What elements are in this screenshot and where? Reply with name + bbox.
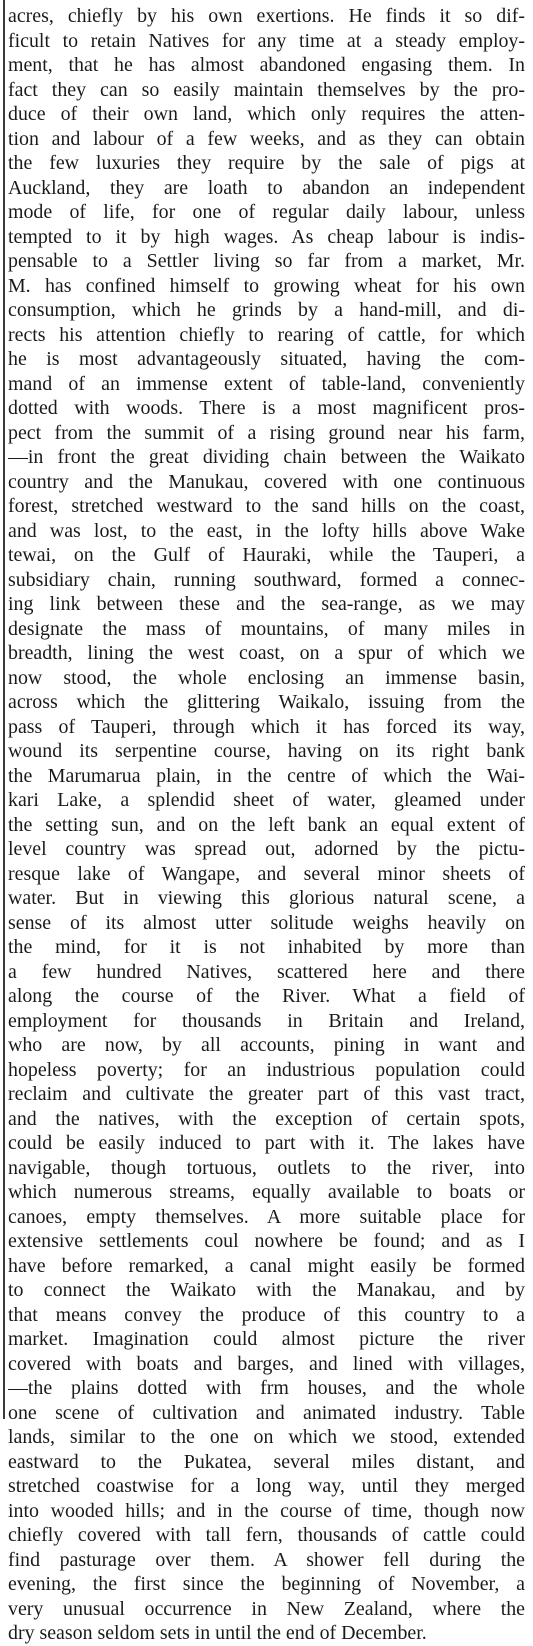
text-line: the Marumarua plain, in the centre of which the Wai- <box>8 764 525 787</box>
text-line: resque lake of Wangape, and several minor sheets of <box>8 862 525 885</box>
text-line: Auckland, they are loath to abandon an independent <box>8 176 525 199</box>
text-line: M. has confined himself to growing wheat for his own <box>8 274 525 297</box>
text-line: fact they can so easily maintain themselves by the pro- <box>8 78 525 101</box>
text-line: hopeless poverty; for an industrious population could <box>8 1058 525 1081</box>
text-line: along the course of the River. What a field of <box>8 985 525 1007</box>
article-body <box>8 4 525 1646</box>
text-line: find pasturage over them. A shower fell during the <box>8 1548 525 1571</box>
text-line: designate the mass of mountains, of many miles in <box>8 617 525 640</box>
text-line: and was lost, to the east, in the lofty hills above Wake <box>8 519 525 542</box>
text-line: the setting sun, and on the left bank an equal extent of <box>8 813 525 836</box>
text-line: navigable, though tortuous, outlets to the river, into <box>8 1156 525 1179</box>
text-line: dry season seldom sets in until the end of December. <box>8 1622 427 1644</box>
text-line: tewai, on the Gulf of Hauraki, while the Tauperi, a <box>8 544 525 566</box>
text-line: kari Lake, a splendid sheet of water, gleamed under <box>8 789 525 811</box>
text-line: —the plains dotted with frm houses, and the whole <box>8 1377 525 1399</box>
text-line: rects his attention chiefly to rearing of cattle, for which <box>8 323 525 346</box>
text-line: chiefly covered with tall fern, thousands of cattle could <box>8 1524 525 1546</box>
text-line: pensable to a Settler living so far from a market, Mr. <box>8 250 525 272</box>
text-line: country and the Manukau, covered with one continuous <box>8 470 525 493</box>
text-line: ment, that he has almost abandoned engasing them. In <box>8 54 525 76</box>
text-line: stretched coastwise for a long way, until they merged <box>8 1475 525 1497</box>
text-line: mode of life, for one of regular daily labour, unless <box>8 201 525 223</box>
text-line: ficult to retain Natives for any time at a steady employ- <box>8 29 525 52</box>
text-line: and the natives, with the exception of certain spots, <box>8 1107 525 1130</box>
text-line: dotted with woods. There is a most magnificent pros- <box>8 397 525 419</box>
text-line: wound its serpentine course, having on its right bank <box>8 740 525 762</box>
text-line: who are now, by all accounts, pining in want and <box>8 1034 525 1056</box>
text-line: sense of its almost utter solitude weighs heavily on <box>8 911 525 934</box>
text-line: pect from the summit of a rising ground near his farm, <box>8 421 525 444</box>
text-line: tempted to it by high wages. As cheap labour is indis- <box>8 225 525 248</box>
text-line: ing link between these and the sea-range, as we may <box>8 593 525 615</box>
text-line: lands, similar to the one on which we stood, extended <box>8 1426 525 1448</box>
column-rule <box>3 0 5 1419</box>
text-line: the mind, for it is not inhabited by more than <box>8 936 525 958</box>
text-line: —in front the great dividing chain between the Waikato <box>8 446 525 468</box>
text-line: very unusual occurrence in New Zealand, where the <box>8 1597 525 1620</box>
text-line: subsidiary chain, running southward, formed a connec- <box>8 568 525 591</box>
text-line: consumption, which he grinds by a hand-mill, and di- <box>8 299 525 321</box>
text-line: covered with boats and barges, and lined with villages, <box>8 1352 525 1375</box>
text-line: which numerous streams, equally available to boats or <box>8 1181 525 1203</box>
text-line: a few hundred Natives, scattered here and there <box>8 960 525 983</box>
text-line: to connect the Waikato with the Manakau, and by <box>8 1279 525 1301</box>
text-line: forest, stretched westward to the sand hills on the coast, <box>8 495 525 517</box>
text-line: duce of their own land, which only requires the atten- <box>8 103 525 125</box>
text-line: canoes, empty themselves. A more suitable place for <box>8 1205 525 1228</box>
text-line: now stood, the whole enclosing an immense basin, <box>8 666 525 689</box>
text-line: one scene of cultivation and animated industry. Table <box>8 1401 525 1424</box>
text-line: market. Imagination could almost picture the river <box>8 1328 525 1350</box>
text-line: eastward to the Pukatea, several miles distant, and <box>8 1450 525 1473</box>
text-line: employment for thousands in Britain and Ireland, <box>8 1009 525 1032</box>
text-line: reclaim and cultivate the greater part of this vast tract, <box>8 1083 525 1105</box>
text-line: mand of an immense extent of table-land, conveniently <box>8 372 525 395</box>
text-line: breadth, lining the west coast, on a spur of which we <box>8 642 525 664</box>
text-line: level country was spread out, adorned by the pictu- <box>8 838 525 860</box>
text-line: water. But in viewing this glorious natural scene, a <box>8 887 525 909</box>
text-line: extensive settlements coul nowhere be found; and as I <box>8 1230 525 1252</box>
text-line: into wooded hills; and in the course of time, though now <box>8 1499 525 1522</box>
text-line: could be easily induced to part with it. The lakes have <box>8 1132 525 1154</box>
text-line: tion and labour of a few weeks, and as they can obtain <box>8 127 525 150</box>
text-line: he is most advantageously situated, having the com- <box>8 348 525 370</box>
text-line: pass of Tauperi, through which it has forced its way, <box>8 715 525 738</box>
text-line: evening, the first since the beginning of November, a <box>8 1573 525 1595</box>
text-line: have before remarked, a canal might easily be formed <box>8 1254 525 1277</box>
text-line: the few luxuries they require by the sale of pigs at <box>8 152 525 174</box>
text-line: acres, chiefly by his own exertions. He finds it so dif- <box>8 5 525 27</box>
text-line: across which the glittering Waikalo, issuing from the <box>8 691 525 713</box>
text-line: that means convey the produce of this country to a <box>8 1303 525 1326</box>
